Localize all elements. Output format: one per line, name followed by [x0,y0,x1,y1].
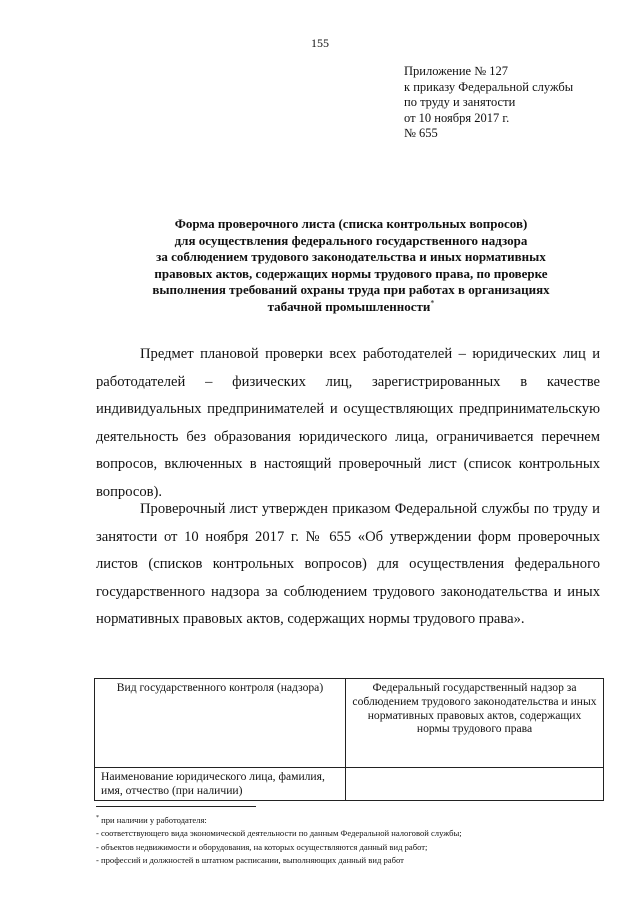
appendix-line: № 655 [404,126,438,140]
appendix-line: по труду и занятости [404,95,516,109]
table-row [95,679,604,768]
control-type-label: Вид государственного контроля (надзора) [95,679,346,768]
organization-name-field[interactable] [346,768,604,801]
footnote-divider [96,806,256,807]
page-number: 155 [311,36,329,50]
organization-name-label: Наименование юридического лица, фамилия, имя, отчество (при наличии) [95,768,346,801]
control-type-value: Федеральный государственный надзор за соблюдением трудового законодательства и иных нормативных правовых актов, содержащих нормы трудового права [346,679,604,768]
title-line: Форма проверочного листа (списка контрольных вопросов) [174,216,528,231]
title-line-last [100,299,602,316]
title-line: табачной промышленности [267,298,431,314]
form-title [100,216,602,316]
footnote-intro [96,812,616,827]
appendix-line: от 10 ноября 2017 г. [404,110,510,125]
title-footnote-mark: * [430,298,435,308]
title-line: выполнения требований охраны труда при работах в организациях [152,282,550,298]
paragraph-approval-order: Проверочный лист утвержден приказом Федеральной службы по труду и занятости от 10 ноября 2017 г. № 655 «Об утверждении форм проверочных листов (списков контрольных вопросов) для осуществления федерального государственного надзора за соблюдением трудового законодательства и иных нормативных правовых актов, содержащих нормы трудового права». [96,501,600,628]
footnote-item: - соответствующего вида экономической деятельности по данным Федеральной налоговой службы; [96,828,462,839]
footnote-item: - профессий и должностей в штатном расписании, выполняющих данный вид работ [96,855,404,866]
paragraph-inspection-subject: Предмет плановой проверки всех работодателей – юридических лиц и работодателей – физических лиц, зарегистрированных в качестве индивидуальных предпринимателей и осуществляющих предпринимательскую деятельность без образования юридического лица, ограничивается перечнем вопросов, включенных в настоящий проверочный лист (список контрольных вопросов). [96,346,600,500]
appendix-line: к приказу Федеральной службы [404,79,574,94]
table-row [95,768,604,801]
title-line: за соблюдением трудового законодательства и иных нормативных [156,249,546,265]
appendix-header [404,64,624,142]
title-line: для осуществления федерального государственного надзора [174,232,528,248]
footnotes [96,812,616,867]
footnote-item: - объектов недвижимости и оборудования, на которых осуществляются данный вид работ; [96,841,428,852]
footnote-intro-text: при наличии у работодателя: [99,814,207,825]
appendix-line: Приложение № 127 [404,64,509,78]
title-line: правовых актов, содержащих нормы трудового права, по проверке [154,265,548,281]
control-info-table [94,678,604,801]
footnote-mark: * [96,815,99,821]
